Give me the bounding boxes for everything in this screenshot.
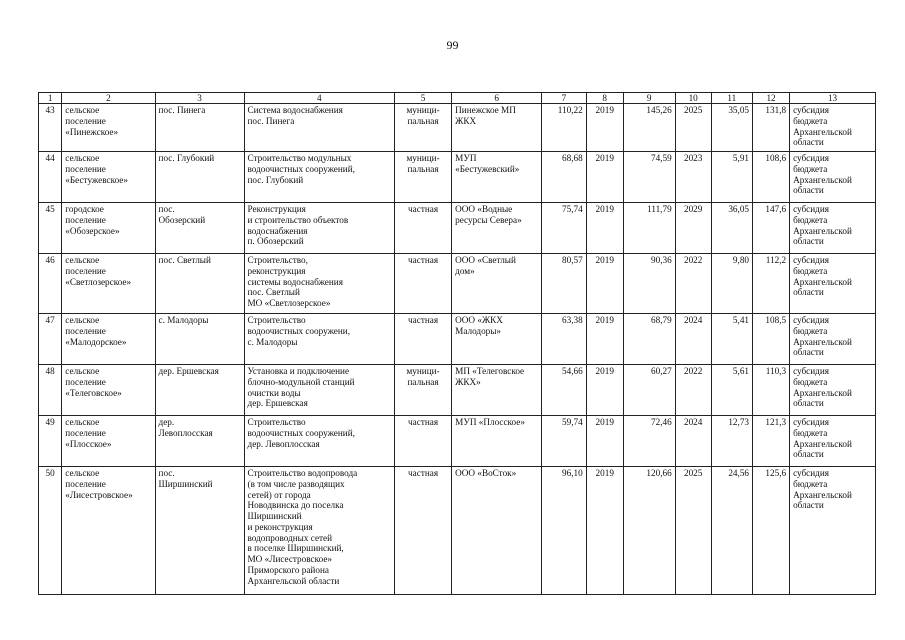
settlement-cell-line: «Телеговское»	[65, 387, 122, 398]
ownership-cell-line: частная	[408, 255, 439, 265]
ownership-cell-line: частная	[408, 417, 439, 427]
ownership-cell-line: частная	[408, 204, 439, 214]
column-header: 13	[790, 93, 876, 104]
operator-cell	[452, 104, 542, 152]
funding-source-cell-line: субсидия	[793, 417, 829, 427]
operator-cell	[452, 314, 542, 365]
funding-source-cell	[790, 416, 876, 467]
settlement-cell-line: поселение	[65, 265, 106, 276]
value-col12-cell: 108,5	[753, 314, 790, 365]
settlement-cell-line: сельское	[65, 468, 100, 478]
locality-cell	[155, 203, 244, 254]
value-col12-cell: 147,6	[753, 203, 790, 254]
value-col9-cell: 120,66	[623, 467, 675, 595]
settlement-cell-line: сельское	[65, 255, 100, 265]
funding-source-cell	[790, 152, 876, 203]
locality-cell	[155, 104, 244, 152]
column-header: 2	[62, 93, 155, 104]
locality-cell	[155, 152, 244, 203]
operator-cell	[452, 254, 542, 314]
value-col11-cell: 5,41	[711, 314, 752, 365]
ownership-cell-line: частная	[408, 315, 439, 325]
year-col8-cell: 2019	[586, 254, 623, 314]
funding-source-cell-line: бюджета	[793, 427, 828, 438]
value-col9-cell: 68,79	[623, 314, 675, 365]
project-cell-line: МО «Лисестровское»	[247, 554, 332, 565]
funding-source-cell-line: бюджета	[793, 325, 828, 336]
settlement-cell-line: поселение	[65, 427, 106, 438]
funding-source-cell-line: бюджета	[793, 214, 828, 225]
table-row	[39, 254, 876, 314]
value-col11-cell: 36,05	[711, 203, 752, 254]
column-header: 7	[542, 93, 586, 104]
settlement-cell	[62, 254, 155, 314]
year-col8-cell: 2019	[586, 416, 623, 467]
locality-cell	[155, 416, 244, 467]
project-cell-line: Установка и подключение	[247, 366, 350, 376]
locality-cell-line: пос. Пинега	[158, 105, 206, 115]
funding-source-cell-line: Архангельской	[793, 126, 852, 137]
funding-source-cell-line: субсидия	[793, 468, 829, 478]
year-col10-cell: 2022	[675, 365, 711, 416]
operator-cell-line: МУП «Плосское»	[455, 417, 525, 427]
value-col11-cell: 5,61	[711, 365, 752, 416]
value-col7-cell: 80,57	[542, 254, 586, 314]
ownership-cell	[394, 254, 451, 314]
project-cell-line: и реконструкция	[247, 521, 313, 532]
project-cell-line: с. Малодоры	[247, 336, 298, 347]
value-col11-cell: 12,73	[711, 416, 752, 467]
locality-cell-line: дер.	[158, 417, 175, 427]
funding-source-cell-line: области	[793, 449, 824, 460]
funding-source-cell-line: Архангельской	[793, 276, 852, 287]
table-row	[39, 104, 876, 152]
value-col7-cell: 96,10	[542, 467, 586, 595]
column-header: 1	[39, 93, 62, 104]
project-cell-line: дер. Левоплосская	[247, 438, 320, 449]
settlement-cell-line: поселение	[65, 325, 106, 336]
year-col8-cell: 2019	[586, 365, 623, 416]
value-col9-cell: 111,79	[623, 203, 675, 254]
operator-cell-line: ЖКХ	[455, 115, 477, 126]
settlement-cell-line: поселение	[65, 478, 106, 489]
project-cell-line: Система водоснабжения	[247, 105, 343, 115]
value-col7-cell: 68,68	[542, 152, 586, 203]
value-col11-cell: 35,05	[711, 104, 752, 152]
project-cell-line: сетей) от города	[247, 489, 311, 500]
settlement-cell-line: «Обозерское»	[65, 225, 120, 236]
row-number: 46	[39, 254, 62, 314]
settlement-cell-line: поселение	[65, 214, 106, 225]
project-cell-line: п. Обозерский	[247, 236, 304, 247]
locality-cell-line: с. Малодоры	[158, 315, 209, 325]
value-col12-cell: 110,3	[753, 365, 790, 416]
table-body	[39, 104, 876, 595]
year-col8-cell: 2019	[586, 203, 623, 254]
column-header: 4	[244, 93, 394, 104]
year-col10-cell: 2025	[675, 104, 711, 152]
project-cell-line: Архангельской области	[247, 575, 340, 586]
funding-source-cell-line: субсидия	[793, 255, 829, 265]
row-number: 44	[39, 152, 62, 203]
funding-source-cell	[790, 104, 876, 152]
settlement-cell	[62, 203, 155, 254]
locality-cell	[155, 365, 244, 416]
project-cell-line: пос. Глубокий	[247, 174, 304, 185]
project-cell-line: пос. Светлый	[247, 287, 300, 298]
project-cell-line: пос. Пинега	[247, 115, 295, 126]
value-col9-cell: 145,26	[623, 104, 675, 152]
column-header: 6	[452, 93, 542, 104]
locality-cell-line: пос. Светлый	[158, 255, 211, 265]
funding-source-cell-line: субсидия	[793, 315, 829, 325]
locality-cell-line: пос. Глубокий	[158, 153, 215, 163]
settlement-cell-line: поселение	[65, 115, 106, 126]
year-col10-cell: 2029	[675, 203, 711, 254]
project-cell-line: водоснабжения	[247, 225, 308, 236]
settlement-cell-line: «Малодорское»	[65, 336, 127, 347]
value-col7-cell: 110,22	[542, 104, 586, 152]
operator-cell-line: «Бестужевский»	[455, 163, 520, 174]
funding-source-cell-line: области	[793, 347, 824, 358]
funding-source-cell	[790, 314, 876, 365]
operator-cell	[452, 365, 542, 416]
project-cell-line: системы водоснабжения	[247, 276, 343, 287]
ownership-cell-line: частная	[408, 468, 439, 478]
locality-cell-line: пос.	[158, 468, 175, 478]
operator-cell-line: ООО «Светлый	[455, 255, 516, 265]
settlement-cell-line: «Пинежское»	[65, 126, 119, 137]
operator-cell-line: ООО «Водные	[455, 204, 513, 214]
locality-cell-line: Обозерский	[158, 214, 206, 225]
project-cell	[244, 365, 394, 416]
settlement-cell-line: сельское	[65, 417, 100, 427]
funding-source-cell-line: субсидия	[793, 366, 829, 376]
operator-cell	[452, 467, 542, 595]
funding-source-cell-line: Архангельской	[793, 387, 852, 398]
value-col7-cell: 75,74	[542, 203, 586, 254]
project-cell-line: очистки воды	[247, 387, 301, 398]
settlement-cell	[62, 467, 155, 595]
funding-source-cell-line: субсидия	[793, 204, 829, 214]
table-row	[39, 416, 876, 467]
column-header: 8	[586, 93, 623, 104]
project-cell-line: водоочистных сооружений,	[247, 427, 355, 438]
column-header: 12	[753, 93, 790, 104]
funding-source-cell-line: Архангельской	[793, 225, 852, 236]
project-cell-line: МО «Светлозерское»	[247, 298, 331, 309]
table-row	[39, 203, 876, 254]
funding-source-cell-line: Архангельской	[793, 438, 852, 449]
ownership-cell-line: муници-	[406, 366, 440, 376]
project-cell-line: дер. Ершевская	[247, 398, 308, 409]
project-cell	[244, 254, 394, 314]
project-cell	[244, 467, 394, 595]
project-cell-line: Строительство	[247, 315, 306, 325]
ownership-cell-line: муници-	[406, 153, 440, 163]
project-cell-line: Строительство модульных	[247, 153, 352, 163]
funding-source-cell-line: области	[793, 185, 824, 196]
year-col8-cell: 2019	[586, 314, 623, 365]
value-col9-cell: 74,59	[623, 152, 675, 203]
value-col9-cell: 90,36	[623, 254, 675, 314]
table-row	[39, 314, 876, 365]
project-cell-line: Строительство водопровода	[247, 468, 358, 478]
operator-cell-line: ЖКХ»	[455, 376, 481, 387]
project-cell	[244, 152, 394, 203]
table-row	[39, 152, 876, 203]
ownership-cell	[394, 104, 451, 152]
funding-source-cell-line: субсидия	[793, 153, 829, 163]
locality-cell-line: дер. Ершевская	[158, 366, 219, 376]
settlement-cell-line: сельское	[65, 315, 100, 325]
water-supply-projects-table	[38, 92, 876, 595]
operator-cell-line: дом»	[455, 265, 475, 276]
funding-source-cell-line: Архангельской	[793, 489, 852, 500]
value-col7-cell: 54,66	[542, 365, 586, 416]
year-col10-cell: 2022	[675, 254, 711, 314]
settlement-cell-line: сельское	[65, 105, 100, 115]
operator-cell-line: Малодоры»	[455, 325, 502, 336]
locality-cell	[155, 254, 244, 314]
project-cell	[244, 416, 394, 467]
project-cell-line: Новодвинска до поселка	[247, 500, 344, 511]
funding-source-cell	[790, 254, 876, 314]
value-col9-cell: 60,27	[623, 365, 675, 416]
operator-cell	[452, 416, 542, 467]
column-header: 11	[711, 93, 752, 104]
funding-source-cell-line: субсидия	[793, 105, 829, 115]
value-col12-cell: 108,6	[753, 152, 790, 203]
funding-source-cell-line: области	[793, 398, 824, 409]
project-cell-line: Реконструкция	[247, 204, 306, 214]
project-cell-line: Строительство,	[247, 255, 308, 265]
settlement-cell	[62, 152, 155, 203]
operator-cell-line: МП «Телеговское	[455, 366, 525, 376]
funding-source-cell-line: бюджета	[793, 265, 828, 276]
project-cell-line: водоочистных сооружений,	[247, 163, 355, 174]
column-header: 9	[623, 93, 675, 104]
funding-source-cell-line: Архангельской	[793, 174, 852, 185]
value-col12-cell: 121,3	[753, 416, 790, 467]
column-header: 5	[394, 93, 451, 104]
project-cell	[244, 104, 394, 152]
page-number: 99	[446, 38, 459, 52]
value-col11-cell: 9,80	[711, 254, 752, 314]
project-cell-line: Ширшинский	[247, 511, 302, 522]
year-col8-cell: 2019	[586, 104, 623, 152]
project-cell-line: (в том числе разводящих	[247, 478, 345, 489]
locality-cell	[155, 314, 244, 365]
year-col10-cell: 2025	[675, 467, 711, 595]
project-cell-line: Строительство	[247, 417, 306, 427]
ownership-cell-line: муници-	[406, 105, 440, 115]
operator-cell-line: ООО «ВоСток»	[455, 468, 517, 478]
value-col11-cell: 5,91	[711, 152, 752, 203]
ownership-cell-line: пальная	[407, 115, 439, 126]
settlement-cell-line: «Плосское»	[65, 438, 112, 449]
column-number-header-row	[39, 93, 876, 104]
value-col12-cell: 131,8	[753, 104, 790, 152]
funding-source-cell	[790, 203, 876, 254]
funding-source-cell-line: области	[793, 500, 824, 511]
year-col10-cell: 2023	[675, 152, 711, 203]
project-cell-line: водоочистных сооружени,	[247, 325, 350, 336]
funding-source-cell-line: бюджета	[793, 478, 828, 489]
value-col7-cell: 59,74	[542, 416, 586, 467]
year-col8-cell: 2019	[586, 467, 623, 595]
funding-source-cell-line: Архангельской	[793, 336, 852, 347]
value-col12-cell: 125,6	[753, 467, 790, 595]
funding-source-cell-line: бюджета	[793, 115, 828, 126]
settlement-cell-line: поселение	[65, 163, 106, 174]
value-col7-cell: 63,38	[542, 314, 586, 365]
funding-source-cell-line: области	[793, 287, 824, 298]
column-header: 3	[155, 93, 244, 104]
row-number: 50	[39, 467, 62, 595]
row-number: 49	[39, 416, 62, 467]
table-row	[39, 365, 876, 416]
settlement-cell	[62, 416, 155, 467]
project-cell-line: в поселке Ширшинский,	[247, 543, 344, 554]
settlement-cell-line: сельское	[65, 366, 100, 376]
locality-cell-line: Левоплосская	[158, 427, 213, 438]
ownership-cell	[394, 365, 451, 416]
operator-cell	[452, 203, 542, 254]
row-number: 48	[39, 365, 62, 416]
ownership-cell-line: пальная	[407, 376, 439, 387]
settlement-cell-line: «Светлозерское»	[65, 276, 132, 287]
ownership-cell	[394, 203, 451, 254]
operator-cell	[452, 152, 542, 203]
settlement-cell	[62, 104, 155, 152]
locality-cell-line: пос.	[158, 204, 175, 214]
project-cell-line: блочно-модульной станций	[247, 376, 355, 387]
value-col9-cell: 72,46	[623, 416, 675, 467]
settlement-cell-line: городское	[65, 204, 104, 214]
settlement-cell-line: «Бестужевское»	[65, 174, 128, 185]
ownership-cell	[394, 152, 451, 203]
settlement-cell	[62, 365, 155, 416]
settlement-cell-line: поселение	[65, 376, 106, 387]
row-number: 43	[39, 104, 62, 152]
year-col8-cell: 2019	[586, 152, 623, 203]
funding-source-cell	[790, 467, 876, 595]
operator-cell-line: Пинежское МП	[455, 105, 516, 115]
ownership-cell	[394, 314, 451, 365]
operator-cell-line: ресурсы Севера»	[455, 214, 522, 225]
locality-cell	[155, 467, 244, 595]
ownership-cell	[394, 416, 451, 467]
project-cell-line: Приморского района	[247, 564, 329, 575]
project-cell	[244, 203, 394, 254]
value-col12-cell: 112,2	[753, 254, 790, 314]
column-header: 10	[675, 93, 711, 104]
table-row	[39, 467, 876, 595]
project-cell-line: реконструкция	[247, 265, 306, 276]
funding-source-cell-line: бюджета	[793, 376, 828, 387]
funding-source-cell-line: области	[793, 236, 824, 247]
settlement-cell	[62, 314, 155, 365]
funding-source-cell	[790, 365, 876, 416]
ownership-cell-line: пальная	[407, 163, 439, 174]
settlement-cell-line: сельское	[65, 153, 100, 163]
project-cell	[244, 314, 394, 365]
row-number: 45	[39, 203, 62, 254]
ownership-cell	[394, 467, 451, 595]
locality-cell-line: Ширшинский	[158, 478, 213, 489]
year-col10-cell: 2024	[675, 314, 711, 365]
year-col10-cell: 2024	[675, 416, 711, 467]
funding-source-cell-line: бюджета	[793, 163, 828, 174]
settlement-cell-line: «Лисестровское»	[65, 489, 133, 500]
project-cell-line: водопроводных сетей	[247, 532, 333, 543]
value-col11-cell: 24,56	[711, 467, 752, 595]
operator-cell-line: ООО «ЖКХ	[455, 315, 503, 325]
funding-source-cell-line: области	[793, 137, 824, 148]
project-cell-line: и строительство объектов	[247, 214, 349, 225]
operator-cell-line: МУП	[455, 153, 477, 163]
row-number: 47	[39, 314, 62, 365]
